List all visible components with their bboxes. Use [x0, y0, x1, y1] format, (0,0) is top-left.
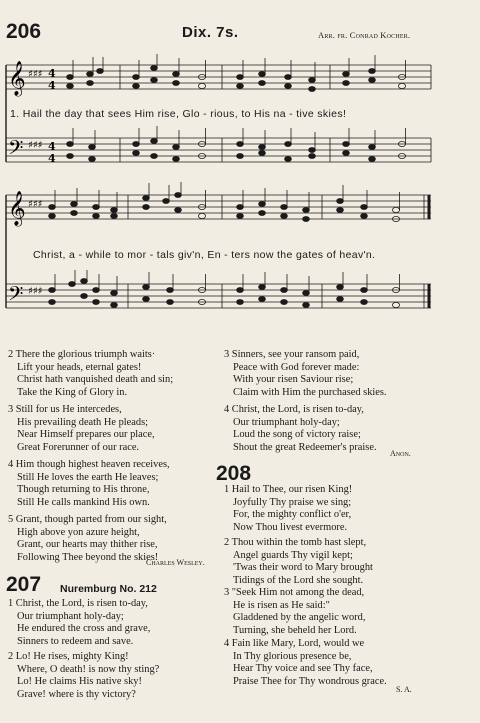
svg-text:𝄢: 𝄢 — [8, 136, 24, 164]
verse-line: Sinners to redeem and save. — [17, 635, 134, 647]
verse-line: 4 Christ, the Lord, is risen to-day, — [224, 404, 364, 415]
svg-text:♯♯♯: ♯♯♯ — [28, 140, 43, 151]
svg-text:♯♯♯: ♯♯♯ — [28, 199, 43, 210]
verse-line: In Thy glorious presence be, — [233, 650, 352, 662]
hymn208-number: 208 — [216, 462, 252, 485]
hymn208-verse-1 — [224, 484, 352, 534]
hymn206-verse-3 — [8, 404, 155, 454]
svg-text:𝄢: 𝄢 — [8, 282, 24, 310]
verse-line: 4 Him though highest heaven receives, — [8, 459, 170, 470]
svg-text:𝄞: 𝄞 — [8, 61, 26, 96]
verse-line: Gladdened by the angelic word, — [233, 612, 366, 624]
verse-line: Grave! where is thy victory? — [17, 688, 136, 700]
verse-line: Loud the song of victory raise; — [233, 429, 361, 441]
verse-line: 2 Thou within the tomb hast slept, — [224, 537, 367, 548]
verse-line: Lift your heads, eternal gates! — [17, 361, 142, 373]
verse-line: Peace with God forever made: — [233, 361, 360, 373]
verse-line: High above yon azure height, — [17, 526, 140, 538]
hymn208-verse-2 — [224, 537, 373, 587]
hymn208-author: S. A. — [396, 685, 412, 694]
verse-line: Great Forerunner of our race. — [17, 441, 140, 453]
svg-text:4: 4 — [48, 67, 56, 80]
verse-line: Now Thou livest evermore. — [233, 521, 348, 533]
verse-line: Grant, our hearts may thither rise, — [17, 539, 158, 551]
verse-line: Near Himself prepares our place, — [17, 429, 155, 441]
verse-line: 3 "Seek Him not among the dead, — [224, 587, 365, 598]
verse-line: He endured the cross and grave, — [17, 623, 151, 635]
hymn206-verse-2 — [8, 349, 173, 399]
verse-line: Though returning to His throne, — [17, 484, 150, 496]
hymn207-verse-4 — [224, 404, 377, 454]
arranger-credit: Arr. fr. Conrad Kocher. — [318, 30, 411, 40]
svg-text:♯♯♯: ♯♯♯ — [28, 286, 43, 297]
verse-line: Shout the great Redeemer's praise. — [233, 441, 377, 453]
verse-line: 4 Fain like Mary, Lord, would we — [224, 638, 365, 649]
hymn207-verse-1 — [8, 598, 150, 648]
verse-line: Hear Thy voice and see Thy face, — [233, 663, 373, 675]
hymn207-number: 207 — [6, 573, 42, 596]
verse-line: Our triumphant holy-day; — [233, 416, 340, 428]
verse-line: For, the mighty conflict o'er, — [233, 509, 352, 521]
verse-line: Joyfully Thy praise we sing; — [233, 496, 352, 508]
verse-line: Still He loves the earth He leaves; — [17, 471, 159, 483]
verse-line: Still He calls mankind His own. — [17, 496, 150, 508]
hymn207-author: Anon. — [390, 449, 411, 458]
svg-text:4: 4 — [48, 140, 56, 153]
hymn206-verse-4 — [8, 459, 170, 509]
hymn206-author: Charles Wesley. — [146, 558, 205, 567]
verse-line: 'Twas their word to Mary brought — [233, 562, 373, 574]
verse-line: 1 Hail to Thee, our risen King! — [224, 484, 353, 495]
lyrics-line-2: Christ, a - while to mor - tals giv'n, En - ters now the gates of heav'n. — [33, 249, 376, 261]
verse-line: Our triumphant holy-day; — [17, 610, 124, 622]
hymn207-verse-3 — [224, 349, 387, 399]
lyrics-line-1: 1. Hail the day that sees Him rise, Glo - rious, to His na - tive skies! — [10, 108, 347, 120]
hymn-number: 206 — [6, 20, 42, 43]
hymn206-verse-5 — [8, 514, 167, 564]
hymn207-verse-2 — [8, 651, 159, 701]
verse-line: Where, O death! is now thy sting? — [17, 663, 160, 675]
tune-name: Dix. 7s. — [182, 24, 239, 41]
verse-line: 2 Lo! He rises, mighty King! — [8, 651, 129, 662]
verse-line: 1 Christ, the Lord, is risen to-day, — [8, 598, 148, 609]
verse-line: Turning, she beheld her Lord. — [233, 624, 357, 636]
verse-line: Tidings of the Lord she sought. — [233, 574, 364, 586]
verse-line: Take the King of Glory in. — [17, 386, 128, 398]
svg-text:𝄞: 𝄞 — [8, 191, 26, 226]
verse-line: He is risen as He said:" — [233, 599, 330, 611]
verse-line: Claim with Him the purchased skies. — [233, 386, 387, 398]
verse-line: Following Thee beyond the skies! — [17, 551, 159, 563]
verse-line: 3 Sinners, see your ransom paid, — [224, 349, 360, 360]
hymn208-verse-3 — [224, 587, 365, 637]
verse-line: His prevailing death He pleads; — [17, 416, 148, 428]
svg-text:4: 4 — [48, 152, 56, 165]
verse-line: Angel guards Thy vigil kept; — [233, 549, 353, 561]
hymn207-tune: Nuremburg No. 212 — [60, 583, 157, 595]
verse-line: Christ hath vanquished death and sin; — [17, 374, 174, 386]
verse-line: 2 There the glorious triumph waits· — [8, 349, 156, 360]
verse-line: 5 Grant, though parted from our sight, — [8, 514, 167, 525]
verse-line: Lo! He claims His native sky! — [17, 676, 142, 688]
verse-line: 3 Still for us He intercedes, — [8, 404, 122, 415]
verse-line: With your risen Saviour rise; — [233, 374, 354, 386]
svg-text:4: 4 — [48, 79, 56, 92]
hymn208-verse-4 — [224, 638, 387, 688]
svg-text:♯♯♯: ♯♯♯ — [28, 69, 43, 80]
verse-line: Praise Thee for Thy wondrous grace. — [233, 675, 387, 687]
